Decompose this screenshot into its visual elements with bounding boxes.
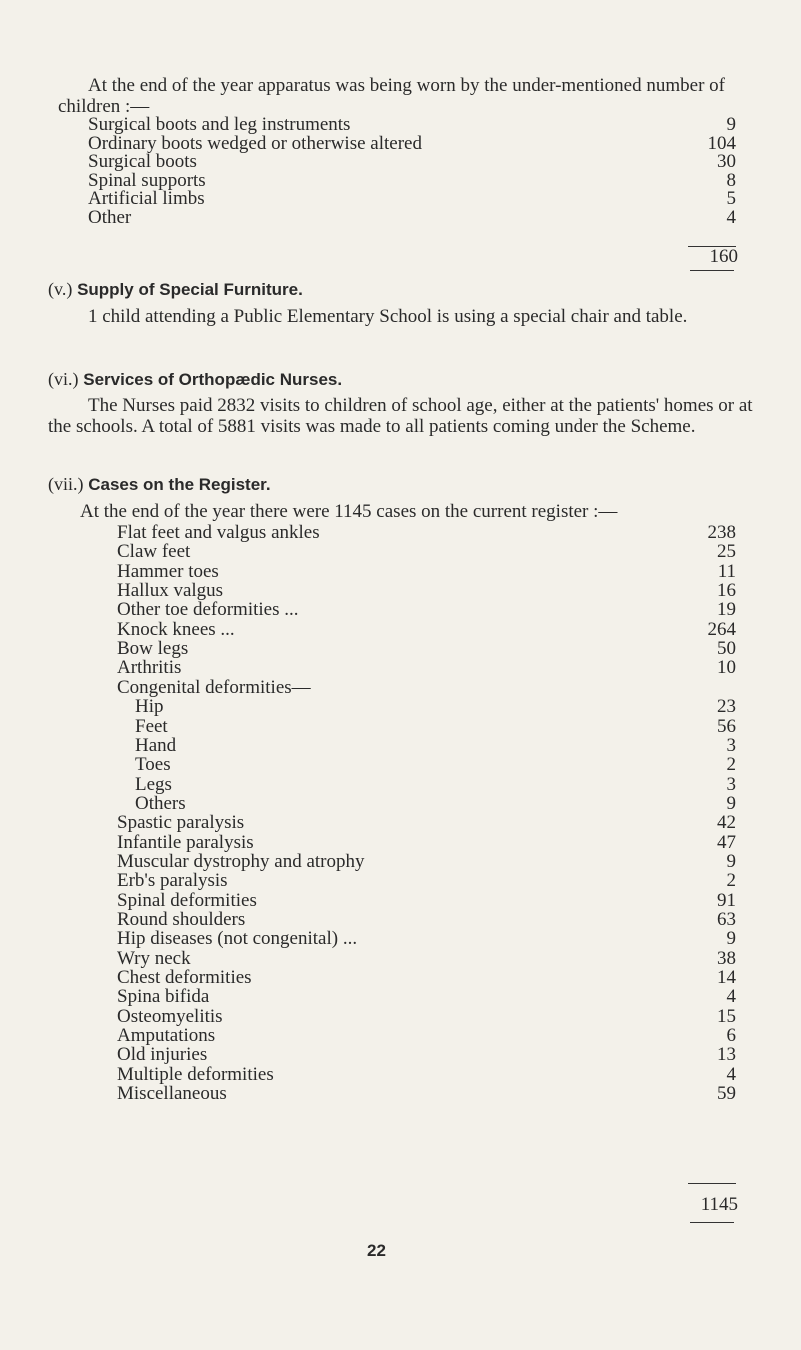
register-value: 264 [707, 618, 736, 640]
register-value: 2 [726, 754, 736, 776]
register-value: 50 [717, 638, 736, 660]
register-value: 10 [717, 657, 736, 679]
register-label: Miscellaneous [117, 1083, 227, 1105]
register-value: 25 [717, 541, 736, 563]
apparatus-label: Surgical boots and leg instruments [88, 114, 351, 135]
register-label: Other toe deformities ... [117, 599, 299, 621]
register-label: Hallux valgus [117, 580, 224, 602]
section-v-number: (v.) [48, 279, 73, 299]
apparatus-total-underline [690, 270, 734, 271]
section-vi-title: Services of Orthopædic Nurses. [83, 370, 343, 389]
register-value: 59 [717, 1083, 736, 1105]
apparatus-total-value: 160 [709, 246, 738, 267]
register-label: Hip [135, 696, 164, 718]
register-value: 14 [717, 967, 736, 989]
register-value: 16 [717, 580, 736, 602]
register-label: Muscular dystrophy and atrophy [117, 850, 365, 872]
apparatus-label: Other [88, 207, 132, 228]
register-value: 4 [726, 986, 736, 1008]
apparatus-value: 104 [707, 132, 736, 154]
register-label: Chest deformities [117, 967, 252, 989]
register-value: 9 [726, 850, 736, 872]
register-label: Hand [135, 734, 177, 756]
register-label: Old injuries [117, 1044, 208, 1066]
register-label: Legs [135, 773, 172, 795]
intro-paragraph: At the end of the year apparatus was being worn by the under-mentioned number of children :— [58, 75, 725, 117]
register-value: 63 [717, 909, 736, 930]
register-total-underline [690, 1222, 734, 1223]
apparatus-label: Surgical boots [88, 151, 197, 173]
section-v-heading [48, 279, 303, 300]
register-label: Bow legs [117, 638, 189, 660]
page-number: 22 [367, 1241, 386, 1260]
register-value: 15 [717, 1005, 736, 1027]
register-label: Claw feet [117, 541, 191, 563]
apparatus-label: Artificial limbs [88, 188, 205, 210]
register-value: 2 [726, 870, 736, 892]
register-value: 42 [717, 812, 736, 834]
section-vi-number: (vi.) [48, 369, 79, 389]
register-label: Wry neck [117, 947, 191, 969]
section-vii-number: (vii.) [48, 474, 84, 494]
register-label: Feet [135, 715, 168, 737]
register-label: Spina bifida [117, 986, 210, 1008]
register-label: Spinal deformities [117, 889, 257, 911]
register-value: 6 [726, 1025, 736, 1047]
register-label: Multiple deformities [117, 1063, 274, 1085]
register-value: 19 [717, 599, 736, 621]
section-vii-title: Cases on the Register. [88, 475, 271, 494]
section-vi-text: The Nurses paid 2832 visits to children of school age, either at the patients' homes or at the schools. A total of 5881 visits was made to all patients coming under the Scheme. [48, 395, 753, 437]
register-total-value: 1145 [700, 1194, 738, 1215]
register-label: Round shoulders [117, 909, 246, 930]
register-value: 9 [726, 792, 736, 814]
register-label: Hammer toes [117, 560, 219, 582]
section-v-text: 1 child attending a Public Elementary School is using a special chair and table. [88, 306, 688, 327]
section-vi-heading [48, 369, 342, 390]
register-label: Hip diseases (not congenital) ... [117, 928, 358, 950]
register-value: 11 [717, 560, 736, 582]
apparatus-value: 4 [726, 207, 736, 228]
apparatus-value: 30 [717, 151, 736, 173]
register-label: Knock knees ... [117, 618, 235, 640]
register-value: 91 [717, 889, 736, 911]
section-v-title: Supply of Special Furniture. [77, 280, 303, 299]
register-value: 13 [717, 1044, 736, 1066]
register-value: 56 [717, 715, 736, 737]
register-label: Osteomyelitis [117, 1005, 223, 1027]
apparatus-label: Ordinary boots wedged or otherwise altered [88, 132, 422, 154]
apparatus-value: 9 [726, 114, 736, 135]
register-label: Infantile paralysis [117, 831, 254, 853]
apparatus-value: 5 [726, 188, 736, 210]
register-value: 23 [717, 696, 736, 718]
register-label: Flat feet and valgus ankles [117, 522, 320, 543]
register-value: 238 [707, 522, 736, 543]
register-label: Amputations [117, 1025, 216, 1047]
apparatus-label: Spinal supports [88, 169, 206, 191]
apparatus-value: 8 [726, 169, 736, 191]
register-value: 3 [726, 773, 736, 795]
register-value: 4 [726, 1063, 736, 1085]
register-total-rule [688, 1183, 736, 1184]
register-value: 47 [717, 831, 736, 853]
register-label: Spastic paralysis [117, 812, 245, 834]
register-label: Arthritis [117, 657, 182, 679]
section-vii-heading [48, 474, 271, 495]
register-value: 38 [717, 947, 736, 969]
section-vii-intro: At the end of the year there were 1145 cases on the current register :— [80, 501, 618, 522]
register-value: 3 [726, 734, 736, 756]
register-label: Congenital deformities— [117, 676, 311, 698]
register-value: 9 [726, 928, 736, 950]
register-label: Erb's paralysis [117, 870, 228, 892]
register-label: Others [135, 792, 186, 814]
register-label: Toes [135, 754, 171, 776]
